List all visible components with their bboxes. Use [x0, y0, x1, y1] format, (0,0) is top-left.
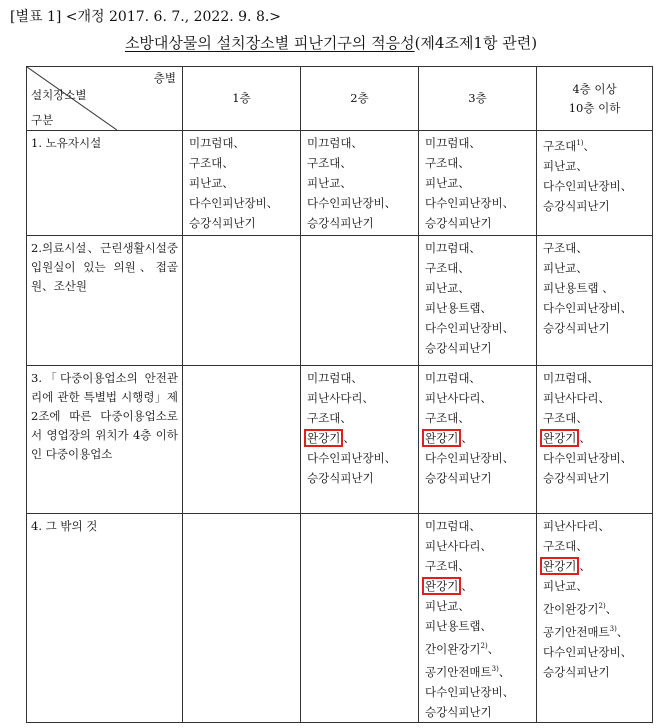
footnote-marker: 3): [491, 664, 499, 673]
equipment-item: [189, 193, 300, 213]
equipment-name: 미끄럼대、: [189, 136, 245, 150]
equipment-list: [183, 366, 300, 368]
table-cell: [419, 131, 537, 236]
equipment-name: 다수인피난장비、: [543, 178, 633, 193]
table-cell: [183, 514, 301, 723]
equipment-name: 미끄럼대、: [425, 371, 481, 385]
equipment-name: 구조대、: [543, 241, 588, 255]
equipment-name: 구조대、: [543, 539, 588, 553]
evacuation-equipment-table: [26, 66, 653, 723]
equipment-name: 미끄럼대、: [425, 519, 481, 533]
equipment-item: [543, 516, 652, 536]
header-floor-4-line2: 10층 이하: [568, 100, 621, 115]
equipment-name: 다수인피난장비、: [425, 196, 515, 210]
equipment-item: [425, 133, 536, 153]
equipment-list: [537, 366, 652, 488]
equipment-item: [425, 278, 536, 298]
table-cell: [419, 236, 537, 366]
equipment-item: [543, 448, 652, 468]
title-main: 소방대상물의 설치장소별 피난기구의 적응성: [124, 34, 415, 52]
document-title: [0, 32, 662, 53]
equipment-item: [425, 556, 536, 576]
equipment-item: [189, 153, 300, 173]
equipment-item: [425, 428, 536, 448]
equipment-name: 승강식피난기: [425, 341, 492, 355]
equipment-item: [425, 368, 536, 388]
equipment-name: 피난사다리、: [307, 391, 375, 405]
equipment-name: 구조대、: [425, 261, 470, 275]
footnote-marker: 3): [609, 624, 617, 633]
equipment-item: [307, 368, 418, 388]
equipment-name: 피난교、: [307, 176, 352, 190]
corner-category-label: 구분: [31, 113, 54, 127]
equipment-name: 피난교、: [425, 176, 470, 190]
equipment-item: [425, 173, 536, 193]
table-row: [27, 366, 653, 514]
equipment-item: [543, 408, 652, 428]
equipment-list: [183, 236, 300, 238]
equipment-item: [543, 536, 652, 556]
equipment-item: [425, 448, 536, 468]
separator-mark: 、: [461, 579, 473, 593]
equipment-name: 피난사다리、: [543, 519, 611, 533]
table-row: [27, 131, 653, 236]
equipment-name: 구조대、: [425, 559, 470, 573]
equipment-name: 피난교、: [543, 261, 588, 275]
equipment-name: 구조대、: [189, 156, 234, 170]
equipment-name: 구조대、: [307, 156, 352, 170]
header-floor-2: 2층: [301, 67, 419, 131]
equipment-item: [307, 193, 418, 213]
equipment-item: [543, 368, 652, 388]
equipment-item: [425, 616, 536, 636]
equipment-name: 승강식피난기: [543, 664, 610, 679]
table-row: [27, 236, 653, 366]
equipment-list: [183, 514, 300, 516]
table-cell: [183, 366, 301, 514]
equipment-name: 승강식피난기: [543, 198, 610, 213]
equipment-name: 구조대、: [425, 156, 470, 170]
equipment-item: [425, 516, 536, 536]
equipment-list: [301, 236, 418, 238]
equipment-name: 피난교、: [543, 158, 588, 173]
equipment-list: [301, 514, 418, 516]
separator-mark: 、: [583, 138, 596, 153]
equipment-name: 미끄럼대、: [307, 371, 363, 385]
equipment-name: 피난교、: [425, 599, 470, 613]
highlighted-equipment-name: 완강기: [422, 577, 461, 595]
equipment-item: [425, 258, 536, 278]
equipment-item: [307, 213, 418, 233]
equipment-item: [425, 596, 536, 616]
equipment-name: 간이완강기: [543, 601, 599, 616]
table-cell: [301, 366, 419, 514]
equipment-item: [543, 576, 652, 596]
separator-mark: 、: [461, 431, 473, 445]
equipment-name: 미끄럼대、: [307, 136, 363, 150]
table-cell: [419, 366, 537, 514]
equipment-name: 승강식피난기: [189, 216, 256, 230]
equipment-list: [537, 514, 652, 682]
table-cell: [301, 236, 419, 366]
separator-mark: 、: [579, 431, 591, 445]
table-cell: [537, 131, 653, 236]
row-category-cell: 2.의료시설、근린생활시설중 입원실이 있는 의원、접골원、조산원: [27, 236, 183, 366]
equipment-item: [543, 176, 652, 196]
equipment-item: [543, 156, 652, 176]
equipment-item: [543, 388, 652, 408]
equipment-item: [543, 298, 652, 318]
equipment-item: [543, 596, 652, 619]
equipment-name: 다수인피난장비、: [307, 196, 397, 210]
table-cell: [537, 366, 653, 514]
header-floor-1: 1층: [183, 67, 301, 131]
equipment-item: [543, 556, 652, 576]
equipment-item: [425, 238, 536, 258]
equipment-item: [543, 662, 652, 682]
footnote-marker: 1): [576, 139, 584, 147]
header-floor-3: 3층: [419, 67, 537, 131]
equipment-item: [425, 682, 536, 702]
table-cell: [183, 131, 301, 236]
equipment-item: [425, 468, 536, 488]
equipment-name: 공기안전매트: [543, 624, 610, 639]
equipment-name: 승강식피난기: [425, 471, 492, 485]
equipment-name: 구조대、: [307, 411, 352, 425]
separator-mark: 、: [343, 431, 355, 445]
highlighted-equipment-name: 완강기: [540, 557, 579, 575]
separator-mark: 、: [579, 559, 591, 573]
reference-line: [별표 1] <개정 2017. 6. 7., 2022. 9. 8.>: [10, 9, 282, 25]
equipment-item: [425, 153, 536, 173]
equipment-name: 승강식피난기: [307, 471, 374, 485]
equipment-name: 승강식피난기: [425, 704, 492, 719]
equipment-name: 공기안전매트: [425, 664, 492, 679]
equipment-name: 승강식피난기: [543, 471, 610, 485]
table-cell: [537, 236, 653, 366]
equipment-list: [419, 366, 536, 488]
equipment-item: [425, 408, 536, 428]
header-floor-4-10: [537, 67, 653, 131]
equipment-name: 간이완강기: [425, 641, 481, 656]
equipment-name: 피난사다리、: [425, 391, 493, 405]
equipment-name: 피난교、: [543, 579, 588, 593]
equipment-item: [543, 428, 652, 448]
equipment-name: 구조대: [543, 138, 577, 153]
table-cell: [301, 514, 419, 723]
title-suffix: (제4조제1항 관련): [414, 34, 538, 52]
equipment-name: 피난용트랩 、: [543, 281, 614, 295]
equipment-item: [425, 576, 536, 596]
equipment-list: [537, 131, 652, 216]
separator-mark: 、: [616, 624, 629, 639]
separator-mark: 、: [498, 664, 511, 679]
equipment-item: [543, 318, 652, 338]
equipment-item: [425, 298, 536, 318]
equipment-list: [537, 236, 652, 338]
equipment-item: [307, 468, 418, 488]
table-row: [27, 514, 653, 723]
equipment-item: [543, 238, 652, 258]
equipment-name: 피난용트랩、: [425, 301, 493, 315]
equipment-name: 다수인피난장비、: [543, 644, 633, 659]
equipment-item: [307, 448, 418, 468]
corner-location-label: 설치장소별: [31, 88, 87, 102]
row-category-cell: 4. 그 밖의 것: [27, 514, 183, 723]
equipment-item: [543, 196, 652, 216]
equipment-item: [543, 258, 652, 278]
corner-header-cell: [27, 67, 183, 131]
equipment-name: 다수인피난장비、: [543, 451, 633, 465]
equipment-name: 미끄럼대、: [543, 371, 599, 385]
row-category-cell: 1. 노유자시설: [27, 131, 183, 236]
table-cell: [301, 131, 419, 236]
equipment-name: 승강식피난기: [425, 216, 492, 230]
equipment-name: 다수인피난장비、: [307, 451, 397, 465]
equipment-item: [543, 468, 652, 488]
footnote-marker: 2): [598, 602, 606, 610]
equipment-name: 승강식피난기: [307, 216, 374, 230]
equipment-item: [543, 278, 652, 298]
separator-mark: 、: [487, 641, 500, 656]
equipment-item: [189, 133, 300, 153]
equipment-name: 다수인피난장비、: [425, 451, 515, 465]
equipment-list: [419, 514, 536, 722]
footnote-marker: 2): [480, 642, 488, 650]
equipment-item: [307, 388, 418, 408]
equipment-list: [419, 131, 536, 233]
equipment-item: [425, 318, 536, 338]
separator-mark: 、: [605, 601, 618, 616]
corner-floor-label: 층별: [153, 71, 176, 85]
equipment-item: [307, 153, 418, 173]
equipment-name: 승강식피난기: [543, 321, 610, 335]
equipment-item: [307, 173, 418, 193]
table-cell: [537, 514, 653, 723]
equipment-item: [425, 702, 536, 722]
equipment-name: 구조대、: [543, 411, 588, 425]
equipment-list: [183, 131, 300, 233]
equipment-item: [425, 193, 536, 213]
equipment-list: [419, 236, 536, 358]
equipment-name: 피난용트랩、: [425, 619, 493, 633]
highlighted-equipment-name: 완강기: [422, 429, 461, 447]
equipment-item: [425, 213, 536, 233]
equipment-name: 다수인피난장비、: [543, 301, 633, 315]
highlighted-equipment-name: 완강기: [304, 429, 343, 447]
equipment-name: 미끄럼대、: [425, 136, 481, 150]
equipment-item: [543, 642, 652, 662]
equipment-name: 다수인피난장비、: [189, 196, 279, 210]
equipment-list: [301, 131, 418, 233]
equipment-name: 피난교、: [189, 176, 234, 190]
equipment-item: [425, 636, 536, 659]
equipment-name: 다수인피난장비、: [425, 684, 515, 699]
equipment-item: [425, 536, 536, 556]
table-header-row: [27, 67, 653, 131]
highlighted-equipment-name: 완강기: [540, 429, 579, 447]
table-cell: [183, 236, 301, 366]
equipment-list: [301, 366, 418, 488]
equipment-name: 구조대、: [425, 411, 470, 425]
equipment-name: 피난교、: [425, 281, 470, 295]
equipment-item: [543, 133, 652, 156]
equipment-item: [189, 213, 300, 233]
equipment-name: 다수인피난장비、: [425, 321, 515, 335]
equipment-item: [425, 388, 536, 408]
equipment-item: [189, 173, 300, 193]
equipment-item: [307, 428, 418, 448]
equipment-item: [307, 133, 418, 153]
equipment-name: 미끄럼대、: [425, 241, 481, 255]
table-cell: [419, 514, 537, 723]
equipment-name: 피난사다리、: [425, 539, 493, 553]
equipment-item: [425, 338, 536, 358]
equipment-item: [425, 659, 536, 682]
equipment-name: 피난사다리、: [543, 391, 611, 405]
header-floor-4-line1: 4층 이상: [572, 81, 617, 96]
row-category-cell: 3.「다중이용업소의 안전관리에 관한 특별법 시행령」제2조에 따른 다중이용업소로서 영업장의 위치가 4층 이하인 다중이용업소: [27, 366, 183, 514]
equipment-item: [307, 408, 418, 428]
equipment-item: [543, 619, 652, 642]
